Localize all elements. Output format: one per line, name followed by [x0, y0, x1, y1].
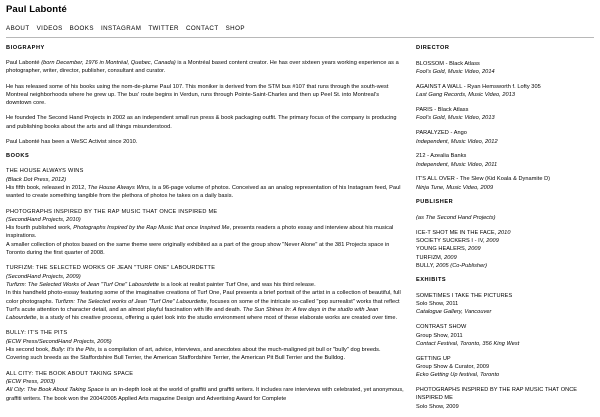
book-desc-rest: is a look at realist painter Turf One, and was his third release. [159, 281, 316, 288]
bio-p1-rest: is a Montréal based content creator. He has over sixteen years working experience as a photographer, writer, director, publisher, consultant and curator. [6, 60, 399, 75]
publisher-list [416, 229, 594, 270]
nav-item-shop[interactable]: SHOP [225, 25, 245, 32]
publisher-item-name: TURFIZM, [416, 254, 443, 261]
book-desc2-title: Turfizm: The Selected works of Jean "Turf One" Labourdette [54, 298, 207, 305]
exhibit-title: SOMETIMES I TAKE THE PICTURES [416, 292, 513, 299]
book-publisher: (Black Dot Press, 2012) [6, 176, 67, 183]
exhibit-venue: Catalogue Gallery, Vancouver [416, 309, 492, 316]
credit-title: BLOSSOM - Black Atlass [416, 61, 480, 67]
section-heading-publisher: PUBLISHER [416, 198, 454, 205]
book-title: THE HOUSE ALWAYS WINS [6, 168, 84, 175]
credit-detail: Last Gang Records, Music Video, 2013 [416, 92, 516, 99]
publisher-item-name: BULLY, [416, 263, 435, 270]
book-description [6, 386, 404, 403]
exhibit-entry [416, 292, 594, 317]
nav-item-videos[interactable]: VIDEOS [36, 25, 63, 32]
exhibit-entry [416, 386, 594, 411]
credit-detail: Fool's Gold, Music Video, 2014 [416, 69, 495, 76]
credit-title: IT'S ALL OVER - The Slew (Kid Koala & Dynamite D) [416, 176, 551, 183]
nav-item-contact[interactable]: CONTACT [185, 25, 219, 32]
book-entry [6, 167, 404, 200]
director-credit [416, 83, 594, 100]
book-desc-title: Turfizm: The Selected Works of Jean "Turf One" Labourdette [6, 281, 160, 288]
director-credit [416, 60, 594, 77]
book-entry [6, 208, 404, 258]
exhibit-title: GETTING UP [416, 355, 451, 362]
publisher-item-year: 2010 [496, 229, 511, 236]
exhibit-venue: Ecko Getting Up festival, Toronto [416, 372, 500, 379]
exhibit-entry [416, 355, 594, 380]
publisher-item-name: YOUNG HEALERS, [416, 246, 467, 253]
section-heading-director: DIRECTOR [416, 45, 450, 51]
book-desc-title: Photographs Inspired by the Rap Music that once Inspired Me [73, 225, 230, 232]
exhibit-type: Solo Show, 2011 [416, 301, 459, 308]
credit-title: PARALYZED - Ango [416, 130, 467, 137]
book-entry [6, 264, 404, 322]
publisher-item [416, 254, 594, 262]
credit-detail: Ninja Tune, Music Video, 2009 [416, 184, 494, 191]
book-publisher: (SecondHand Projects, 2010) [6, 216, 81, 223]
credit-title: 212 - Azealia Banks [416, 153, 467, 160]
book-desc-rest: is an in-depth look at the world of graffiti and graffiti writers. It includes rare interviews with celebrated, yet anonymous, graffiti writers. The book won the 2004/2005 Applied Arts magazine Design and Advertising Award for Complete [6, 387, 404, 402]
book-desc2-rest: , is a study of his creative process, offering a quiet look into the studio environment where most of these elaborate works are created over time. [36, 315, 398, 322]
book-description [6, 224, 404, 241]
publisher-item [416, 262, 594, 270]
publisher-item-year: 2005 (Co-Publisher) [434, 263, 488, 270]
book-description [6, 184, 404, 201]
credit-title: PARIS - Black Atlass [416, 107, 469, 114]
content-columns [6, 45, 594, 417]
exhibit-type: Group Show & Curator, 2009 [416, 363, 490, 370]
main-nav[interactable] [6, 21, 594, 34]
bio-paragraph-2: He has released some of his books using the nom-de-plume Paul 107. This moniker is derived from the STM bus #107 that runs through the south-west Montreal neighborhoods where he grew up. The bus' route begins in Verdun, runs through Pointe-Saint-Charles and then up Peel St. into Montreal's downtown core. [6, 83, 389, 107]
book-publisher: (ECW Press/SecondHand Projects, 2005) [6, 338, 112, 345]
nav-item-twitter[interactable]: TWITTER [148, 25, 179, 32]
section-heading-exhibits: EXHIBITS [416, 276, 447, 283]
director-credit [416, 106, 594, 123]
book-description-2 [6, 289, 404, 322]
book-desc2-mid: , focuses on some of the intricate so-called "pop surrealist" works that reflect Turf's acute attention to character detail, and an almost playful fascination with life and death. [6, 298, 400, 313]
book-title: PHOTOGRAPHS INSPIRED BY THE RAP MUSIC THAT ONCE INSPIRED ME [6, 208, 218, 215]
credit-detail: Fool's Gold, Music Video, 2013 [416, 115, 495, 122]
publisher-item [416, 245, 594, 253]
nav-item-instagram[interactable]: INSTAGRAM [100, 25, 142, 32]
book-desc2-title-2: The Sun Shines In: A few days in the studio with Jean Labourdette [6, 306, 379, 322]
exhibit-title: PHOTOGRAPHS INSPIRED BY THE RAP MUSIC THAT ONCE INSPIRED ME [416, 387, 578, 402]
book-description [6, 346, 404, 363]
header-divider [6, 37, 594, 38]
bio-p1-birth: (born December, 1976 in Montréal, Quebec, Canada) [41, 60, 176, 66]
exhibit-type: Solo Show, 2009 [416, 403, 459, 410]
book-desc-rest: , is a compilation of art, advice, interviews, and anecdotes about the much-maligned pit bull or "bully" dog breeds. Covering such breeds as the Staffordshire Bull Terrier, the American Staffordshire Terrier, the American Pit Bull Terrier and the Bulldog. [6, 347, 381, 362]
book-desc-title: All City: The Book About Taking Space [6, 387, 104, 394]
book-desc2-lead: In this handheld photo-essay featuring some of the imaginative creations of Turf One, Paul presents a brief portrait of the artist in a collection of beautiful, full color photographs. [6, 290, 401, 305]
bio-p1-lead: Paul Labonté [6, 60, 42, 66]
book-desc-rest: , presents readers a photo essay and interview about his musical inspirations. [6, 225, 394, 240]
site-header [6, 4, 594, 38]
book-entry [6, 329, 404, 362]
page-root [0, 4, 600, 410]
book-desc-lead: His fourth published work, [6, 225, 74, 232]
publisher-subtitle: (as The Second Hand Projects) [416, 214, 496, 221]
exhibit-title: CONTRAST SHOW [416, 324, 467, 331]
publisher-item [416, 229, 594, 237]
book-publisher: (ECW Press, 2003) [6, 378, 56, 385]
exhibit-venue: Contact Festival, Toronto, 356 King West [416, 340, 520, 347]
nav-item-books[interactable]: BOOKS [69, 25, 94, 32]
publisher-item-year: 2009 [466, 246, 481, 253]
bio-paragraph-4: Paul Labonté has been a WeSC Activist since 2010. [6, 139, 138, 146]
exhibit-entry [416, 323, 594, 348]
publisher-item-year: 2009 [442, 254, 457, 261]
book-desc-title: Bully: It's the Pits [51, 347, 95, 354]
bio-paragraph-1 [6, 59, 404, 76]
book-entry [6, 370, 404, 403]
publisher-item-year: 2009 [484, 238, 499, 245]
exhibit-type: Group Show, 2011 [416, 332, 463, 339]
publisher-item [416, 237, 594, 245]
credit-detail: Independent, Music Video, 2011 [416, 161, 498, 168]
book-title: ALL CITY: THE BOOK ABOUT TAKING SPACE [6, 370, 134, 377]
book-desc-lead: His fifth book, released in 2012, [6, 184, 88, 191]
book-description-2: A smaller collection of photos based on the same theme were originally exhibited as a part of the group show "Never Alone" at the 381 Projects space in Toronto during the first quarter of 2008. [6, 241, 390, 257]
publisher-item-name: SOCIETY SUCKERS I - IV, [416, 238, 485, 245]
section-heading-books: BOOKS [6, 153, 30, 160]
left-column [6, 45, 416, 410]
right-column [416, 45, 594, 417]
bio-paragraph-3: He founded The Second Hand Projects in 2002 as an independent small run press & book packaging outfit. The primary focus of the company is producing and publishing books about the arts and all things misunderstood. [6, 115, 397, 130]
page-title: Paul Labonté [6, 4, 67, 15]
book-title: BULLY: IT'S THE PITS [6, 330, 68, 337]
book-title: TURFIZM: THE SELECTED WORKS OF JEAN "TURF ONE" LABOURDETTE [6, 265, 216, 272]
nav-item-about[interactable]: ABOUT [6, 25, 30, 32]
book-description [6, 281, 404, 289]
director-credit [416, 129, 594, 146]
credit-detail: Independent, Music Video, 2012 [416, 138, 498, 145]
publisher-item-name: ICE-T SHOT ME IN THE FACE, [416, 229, 497, 236]
book-desc-rest: , is a 96-page volume of photos. Conceived as an analog representation of his Instagram feed, Paul wanted to create something tangible from the plethora of photos he takes on a daily basis. [6, 184, 401, 200]
book-desc-lead: His second book, [6, 347, 52, 354]
book-publisher: (SecondHand Projects, 2009) [6, 273, 81, 280]
book-desc-title: The House Always Wins [87, 184, 150, 191]
director-credit [416, 175, 594, 192]
director-credit [416, 152, 594, 169]
credit-title: AGAINST A WALL - Ryan Hemsworth f. Lofty 305 [416, 84, 541, 91]
section-heading-biography: BIOGRAPHY [6, 45, 45, 51]
